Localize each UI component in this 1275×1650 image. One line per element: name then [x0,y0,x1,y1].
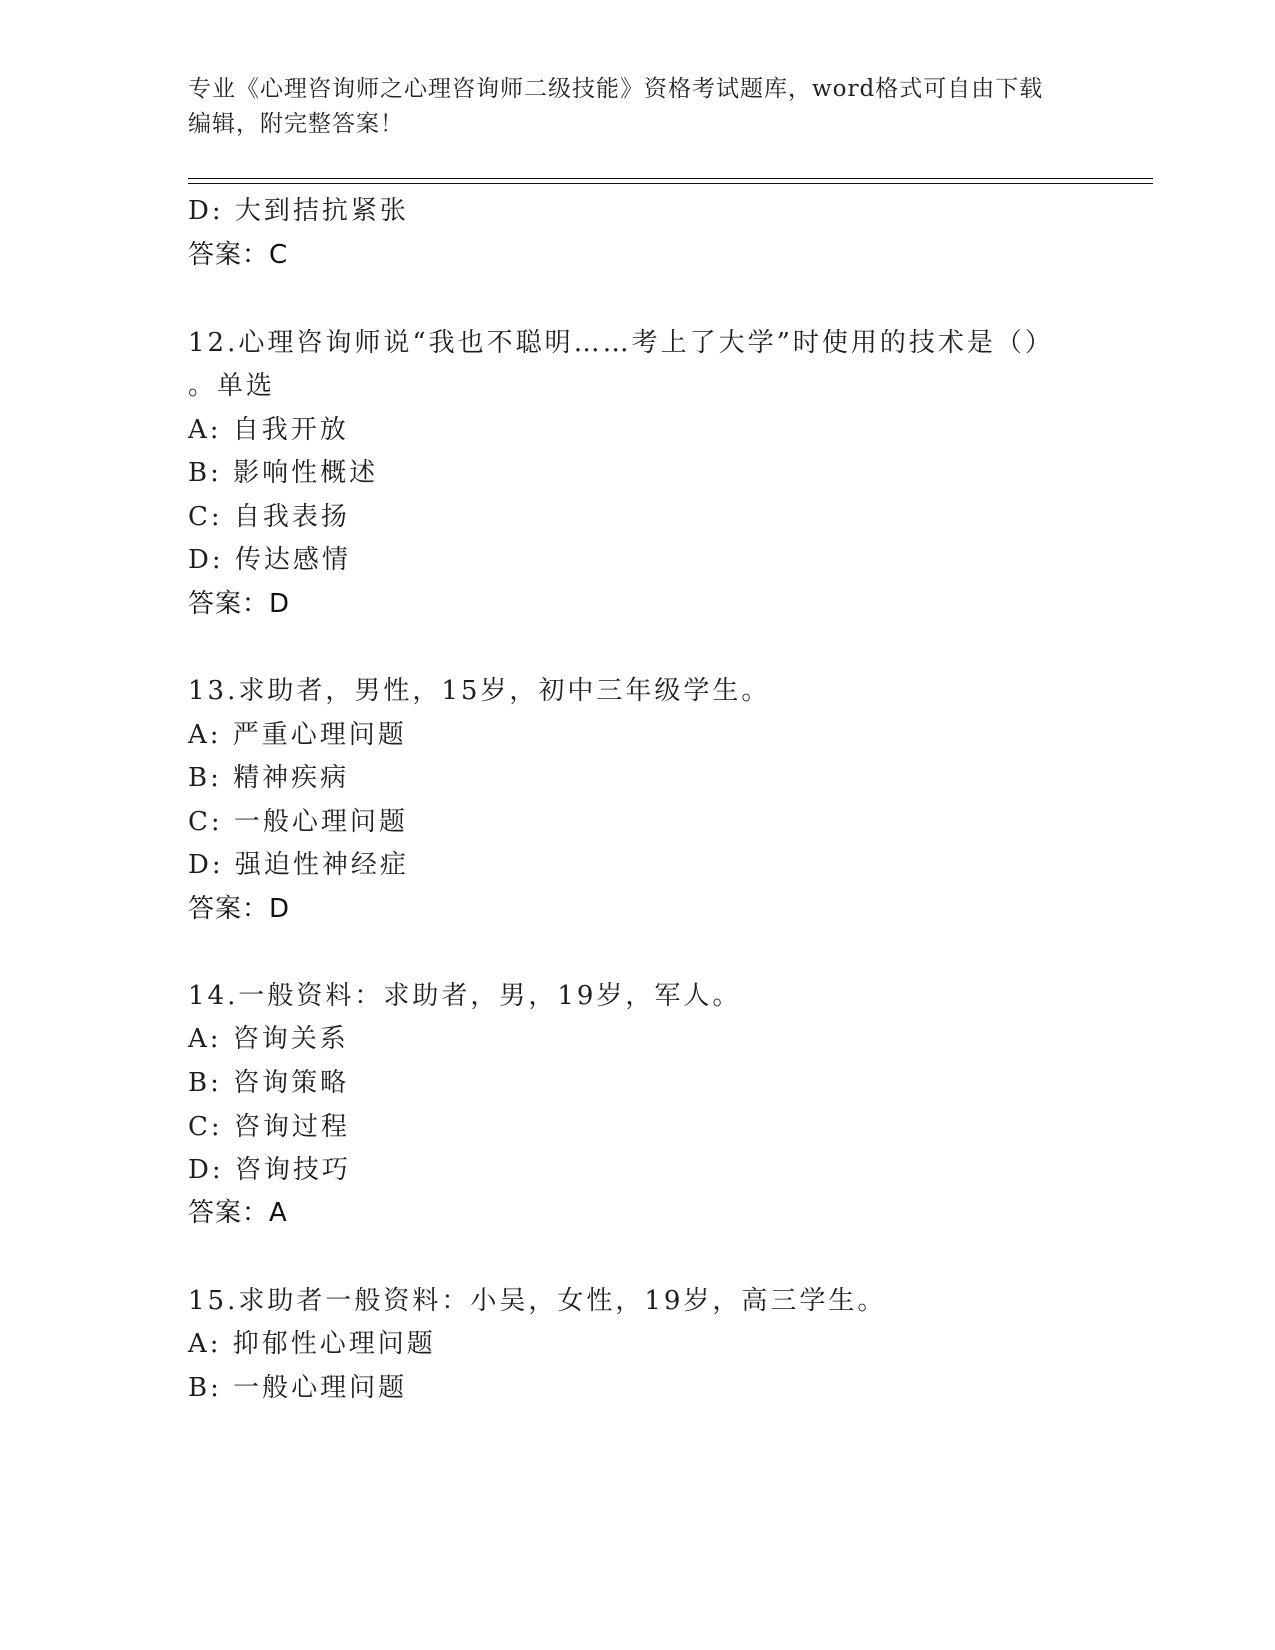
q12-stem-line-1: 12.心理咨询师说“我也不聪明……考上了大学”时使用的技术是（） [188,328,1054,358]
header-divider-top [188,178,1153,179]
header-divider-bottom [188,183,1153,184]
q12-option-a: A: 自我开放 [188,415,349,445]
header-line-2: 编辑，附完整答案！ [188,111,404,137]
q13-option-b: B: 精神疾病 [188,763,350,793]
q15-stem: 15.求助者一般资料：小吴，女性，19岁，高三学生。 [188,1286,887,1316]
prev-answer: 答案：C [188,240,289,270]
q14-option-a: A: 咨询关系 [188,1024,349,1054]
q12-option-c: C: 自我表扬 [188,502,350,532]
q14-answer: 答案：A [188,1198,288,1228]
q12-option-b: B: 影响性概述 [188,458,379,488]
q15-option-a: A: 抑郁性心理问题 [188,1329,436,1359]
q13-answer: 答案：D [188,894,291,924]
q13-option-a: A: 严重心理问题 [188,720,407,750]
q13-option-c: C: 一般心理问题 [188,807,408,837]
q13-option-d: D: 强迫性神经症 [188,850,409,880]
q15-option-b: B: 一般心理问题 [188,1373,408,1403]
q12-stem-line-2: 。单选 [188,371,276,401]
q13-stem: 13.求助者，男性，15岁，初中三年级学生。 [188,676,771,706]
q14-option-c: C: 咨询过程 [188,1112,350,1142]
q12-option-d: D: 传达感情 [188,545,351,575]
q12-answer: 答案：D [188,589,291,619]
header-line-1: 专业《心理咨询师之心理咨询师二级技能》资格考试题库，word格式可自由下载 [188,76,1044,102]
q14-option-d: D: 咨询技巧 [188,1155,351,1185]
prev-option-d: D: 大到拮抗紧张 [188,196,409,226]
q14-stem: 14.一般资料：求助者，男，19岁，军人。 [188,981,742,1011]
q14-option-b: B: 咨询策略 [188,1068,350,1098]
document-header [188,72,1088,142]
